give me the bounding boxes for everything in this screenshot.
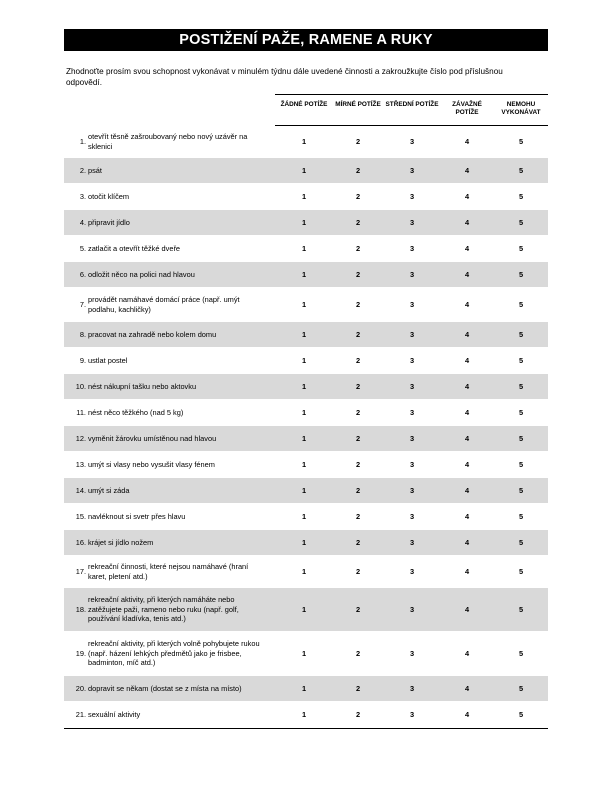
question-number: 4. [79, 217, 86, 227]
rating-option-3[interactable]: 3 [409, 244, 415, 253]
question-number: 15. [75, 511, 86, 521]
rating-option-4[interactable]: 4 [464, 330, 470, 339]
rating-option-3[interactable]: 3 [409, 408, 415, 417]
rating-option-3[interactable]: 3 [409, 649, 415, 658]
rating-option-2[interactable]: 2 [355, 356, 361, 365]
rating-option-4[interactable]: 4 [464, 605, 470, 614]
rating-option-2[interactable]: 2 [355, 330, 361, 339]
rating-option-2[interactable]: 2 [355, 434, 361, 443]
rating-option-2[interactable]: 2 [355, 166, 361, 175]
rating-option-5[interactable]: 5 [518, 649, 524, 658]
rating-option-4[interactable]: 4 [464, 408, 470, 417]
column-header-row [275, 94, 548, 126]
question-row [64, 322, 548, 348]
rating-option-4[interactable]: 4 [464, 218, 470, 227]
rating-option-4[interactable]: 4 [464, 270, 470, 279]
question-label [64, 702, 274, 727]
rating-option-1[interactable]: 1 [301, 270, 307, 279]
question-number: 14. [75, 485, 86, 495]
rating-option-1[interactable]: 1 [301, 605, 307, 614]
rating-option-3[interactable]: 3 [409, 166, 415, 175]
question-label [64, 210, 274, 235]
rating-option-1[interactable]: 1 [301, 330, 307, 339]
rating-option-4[interactable]: 4 [464, 166, 470, 175]
question-number: 16. [75, 537, 86, 547]
question-row [64, 556, 548, 588]
rating-option-2[interactable]: 2 [355, 382, 361, 391]
rating-option-5[interactable]: 5 [518, 300, 524, 309]
rating-option-5[interactable]: 5 [518, 356, 524, 365]
question-number: 20. [75, 683, 86, 693]
rating-option-2[interactable]: 2 [355, 270, 361, 279]
question-label [64, 348, 274, 373]
question-label [64, 288, 274, 321]
rating-option-5[interactable]: 5 [518, 460, 524, 469]
rating-option-1[interactable]: 1 [301, 166, 307, 175]
question-rows [64, 126, 548, 728]
question-row [64, 530, 548, 556]
rating-option-2[interactable]: 2 [355, 538, 361, 547]
rating-option-2[interactable]: 2 [355, 710, 361, 719]
rating-option-3[interactable]: 3 [409, 192, 415, 201]
question-text: navléknout si svetr přes hlavu [88, 511, 186, 521]
question-row [64, 426, 548, 452]
instructions-text: Zhodnoťte prosím svou schopnost vykonávat v minulém týdnu dále uvedené činnosti a zakroužkujte číslo pod příslušnou odpovědí. [66, 67, 503, 87]
question-row [64, 210, 548, 236]
question-text: nést nákupní tašku nebo aktovku [88, 381, 197, 391]
question-label [64, 262, 274, 287]
question-row [64, 400, 548, 426]
question-row [64, 632, 548, 676]
rating-option-3[interactable]: 3 [409, 137, 415, 146]
rating-option-3[interactable]: 3 [409, 512, 415, 521]
rating-option-2[interactable]: 2 [355, 486, 361, 495]
rating-option-2[interactable]: 2 [355, 605, 361, 614]
question-text: rekreační činnosti, které nejsou namáhavé (hraní karet, pletení atd.) [88, 562, 249, 581]
question-label [64, 322, 274, 347]
rating-option-2[interactable]: 2 [355, 137, 361, 146]
rating-option-2[interactable]: 2 [355, 684, 361, 693]
question-label [64, 158, 274, 183]
rating-option-3[interactable]: 3 [409, 356, 415, 365]
rating-option-3[interactable]: 3 [409, 605, 415, 614]
question-number: 11. [76, 407, 86, 417]
question-label [64, 556, 274, 587]
page-title: POSTIŽENÍ PAŽE, RAMENE A RUKY [179, 32, 433, 48]
question-row [64, 478, 548, 504]
question-label [64, 504, 274, 529]
rating-option-3[interactable]: 3 [409, 382, 415, 391]
rating-option-1[interactable]: 1 [301, 460, 307, 469]
question-text: sexuální aktivity [88, 709, 141, 719]
rating-option-5[interactable]: 5 [518, 512, 524, 521]
rating-option-3[interactable]: 3 [409, 218, 415, 227]
question-text: pracovat na zahradě nebo kolem domu [88, 329, 217, 339]
rating-option-4[interactable]: 4 [464, 512, 470, 521]
question-row [64, 288, 548, 322]
question-text: zatlačit a otevřít těžké dveře [88, 243, 181, 253]
question-label [64, 236, 274, 261]
question-text: umýt si vlasy nebo vysušit vlasy fénem [88, 459, 215, 469]
question-row [64, 676, 548, 702]
question-number: 17. [75, 566, 86, 576]
rating-option-1[interactable]: 1 [301, 192, 307, 201]
question-text: umýt si záda [88, 485, 130, 495]
question-row [64, 126, 548, 158]
rating-option-1[interactable]: 1 [301, 512, 307, 521]
question-label [64, 374, 274, 399]
column-header-2: MÍRNÉ POTÍŽE [335, 101, 381, 108]
question-row [64, 504, 548, 530]
question-text: rekreační aktivity, při kterých volně pohybujete rukou (např. házení lehkých předmětů jako je frisbee, badminton, míč atd.) [88, 639, 260, 668]
rating-option-2[interactable]: 2 [355, 300, 361, 309]
rating-option-1[interactable]: 1 [301, 356, 307, 365]
table-bottom-rule [64, 728, 548, 729]
question-row [64, 262, 548, 288]
rating-option-2[interactable]: 2 [355, 244, 361, 253]
rating-option-4[interactable]: 4 [464, 382, 470, 391]
rating-option-5[interactable]: 5 [518, 408, 524, 417]
rating-option-1[interactable]: 1 [301, 710, 307, 719]
question-label [64, 400, 274, 425]
rating-option-3[interactable]: 3 [409, 434, 415, 443]
question-text: vyměnit žárovku umístěnou nad hlavou [88, 433, 217, 443]
question-text: krájet si jídlo nožem [88, 537, 154, 547]
rating-option-5[interactable]: 5 [518, 218, 524, 227]
rating-option-5[interactable]: 5 [518, 567, 524, 576]
question-text: odložit něco na polici nad hlavou [88, 269, 195, 279]
title-bar [64, 29, 548, 51]
rating-option-1[interactable]: 1 [301, 244, 307, 253]
question-label [64, 478, 274, 503]
rating-option-4[interactable]: 4 [464, 538, 470, 547]
question-number: 6. [79, 269, 86, 279]
rating-option-5[interactable]: 5 [518, 486, 524, 495]
question-text: provádět namáhavé domácí práce (např. umýt podlahu, kachličky) [88, 295, 240, 314]
rating-option-5[interactable]: 5 [518, 684, 524, 693]
question-row [64, 158, 548, 184]
rating-option-3[interactable]: 3 [409, 684, 415, 693]
question-text: rekreační aktivity, při kterých namáháte nebo zatěžujete paži, rameno nebo ruku (např. golf, používání kladívka, tenis atd.) [88, 595, 239, 624]
rating-option-5[interactable]: 5 [518, 137, 524, 146]
rating-option-1[interactable]: 1 [301, 382, 307, 391]
rating-option-2[interactable]: 2 [355, 408, 361, 417]
question-number: 12. [75, 433, 86, 443]
rating-option-4[interactable]: 4 [464, 244, 470, 253]
rating-option-4[interactable]: 4 [464, 137, 470, 146]
question-text: nést něco těžkého (nad 5 kg) [88, 407, 184, 417]
rating-option-4[interactable]: 4 [464, 567, 470, 576]
question-label [64, 530, 274, 555]
rating-option-5[interactable]: 5 [518, 244, 524, 253]
question-label [64, 126, 274, 157]
rating-option-1[interactable]: 1 [301, 434, 307, 443]
rating-option-1[interactable]: 1 [301, 137, 307, 146]
rating-option-1[interactable]: 1 [301, 538, 307, 547]
rating-option-5[interactable]: 5 [518, 192, 524, 201]
rating-option-4[interactable]: 4 [464, 460, 470, 469]
rating-option-3[interactable]: 3 [409, 567, 415, 576]
rating-option-5[interactable]: 5 [518, 605, 524, 614]
question-label [64, 676, 274, 701]
question-number: 18. [75, 604, 86, 614]
question-row [64, 452, 548, 478]
rating-option-3[interactable]: 3 [409, 270, 415, 279]
rating-option-4[interactable]: 4 [464, 486, 470, 495]
rating-option-3[interactable]: 3 [409, 538, 415, 547]
rating-option-4[interactable]: 4 [464, 300, 470, 309]
question-row [64, 236, 548, 262]
question-text: dopravit se někam (dostat se z místa na místo) [88, 683, 242, 693]
questionnaire-table [64, 94, 548, 729]
question-number: 5. [79, 243, 86, 253]
question-number: 8. [79, 329, 86, 339]
column-header-5: NEMOHU VYKONÁVAT [501, 101, 541, 116]
question-label [64, 452, 274, 477]
column-header-1: ŽÁDNÉ POTÍŽE [280, 101, 328, 108]
question-text: otevřít těsně zašroubovaný nebo nový uzávěr na sklenici [88, 132, 248, 151]
question-text: psát [88, 165, 102, 175]
question-number: 7. [79, 299, 86, 309]
rating-option-1[interactable]: 1 [301, 649, 307, 658]
rating-option-3[interactable]: 3 [409, 300, 415, 309]
rating-option-5[interactable]: 5 [518, 330, 524, 339]
rating-option-2[interactable]: 2 [355, 567, 361, 576]
rating-option-1[interactable]: 1 [301, 218, 307, 227]
question-row [64, 588, 548, 632]
rating-option-4[interactable]: 4 [464, 684, 470, 693]
rating-option-1[interactable]: 1 [301, 408, 307, 417]
question-row [64, 184, 548, 210]
rating-option-5[interactable]: 5 [518, 434, 524, 443]
question-number: 3. [79, 191, 86, 201]
question-number: 10. [75, 381, 86, 391]
rating-option-5[interactable]: 5 [518, 166, 524, 175]
rating-option-2[interactable]: 2 [355, 192, 361, 201]
rating-option-1[interactable]: 1 [301, 300, 307, 309]
question-text: připravit jídlo [88, 217, 130, 227]
rating-option-5[interactable]: 5 [518, 382, 524, 391]
question-row [64, 702, 548, 728]
question-label [64, 184, 274, 209]
question-number: 19. [75, 648, 86, 658]
question-text: ustlat postel [88, 355, 128, 365]
question-number: 21. [75, 709, 86, 719]
rating-option-5[interactable]: 5 [518, 270, 524, 279]
rating-option-4[interactable]: 4 [464, 192, 470, 201]
question-row [64, 374, 548, 400]
rating-option-4[interactable]: 4 [464, 434, 470, 443]
rating-option-3[interactable]: 3 [409, 710, 415, 719]
rating-option-2[interactable]: 2 [355, 649, 361, 658]
rating-option-5[interactable]: 5 [518, 538, 524, 547]
rating-option-3[interactable]: 3 [409, 486, 415, 495]
column-header-4: ZÁVAŽNÉ POTÍŽE [452, 101, 482, 116]
rating-option-5[interactable]: 5 [518, 710, 524, 719]
question-number: 13. [75, 459, 86, 469]
question-number: 2. [79, 165, 86, 175]
question-label [64, 588, 274, 631]
rating-option-2[interactable]: 2 [355, 218, 361, 227]
rating-option-3[interactable]: 3 [409, 330, 415, 339]
question-label [64, 426, 274, 451]
question-text: otočit klíčem [88, 191, 130, 201]
question-number: 1. [79, 136, 86, 146]
rating-option-2[interactable]: 2 [355, 512, 361, 521]
question-label [64, 632, 274, 675]
rating-option-4[interactable]: 4 [464, 356, 470, 365]
rating-option-2[interactable]: 2 [355, 460, 361, 469]
rating-option-4[interactable]: 4 [464, 649, 470, 658]
rating-option-3[interactable]: 3 [409, 460, 415, 469]
question-number: 9. [79, 355, 86, 365]
column-header-3: STŘEDNÍ POTÍŽE [385, 101, 439, 108]
rating-option-4[interactable]: 4 [464, 710, 470, 719]
question-row [64, 348, 548, 374]
rating-option-1[interactable]: 1 [301, 684, 307, 693]
rating-option-1[interactable]: 1 [301, 567, 307, 576]
rating-option-1[interactable]: 1 [301, 486, 307, 495]
